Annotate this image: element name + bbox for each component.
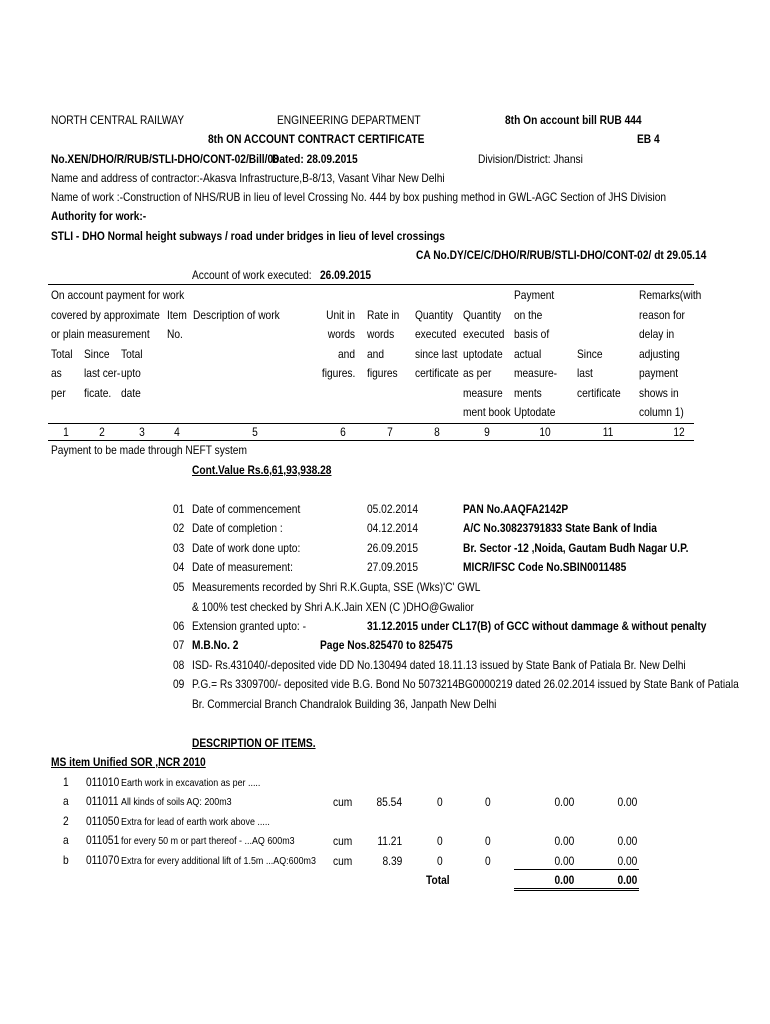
remarks-heading-6: shows in [639, 386, 679, 400]
detail-label-work-done: Date of work done upto: [192, 541, 301, 555]
item-qty-upto: 0 [485, 854, 491, 868]
col-number-4: 4 [174, 425, 180, 439]
item-qty-since: 0 [437, 795, 443, 809]
department-name: ENGINEERING DEPARTMENT [277, 113, 421, 127]
detail-no-06: 06 [173, 619, 185, 633]
qty-upto-heading-4: as per [463, 366, 492, 380]
item-payment-upto: 0.00 [554, 834, 574, 848]
detail-value-commencement: 05.02.2014 [367, 502, 419, 516]
detail-label-commencement: Date of commencement [192, 502, 301, 516]
qty-since-heading-4: certificate [415, 366, 459, 380]
sub-total-1: Total [51, 347, 73, 361]
item-qty-upto: 0 [485, 795, 491, 809]
item-no-heading-2: No. [167, 327, 183, 341]
payment-heading-7: Uptodate [514, 405, 556, 419]
col-number-10: 10 [539, 425, 551, 439]
remarks-heading-1: Remarks(with [639, 288, 702, 302]
item-sr: 2 [63, 814, 69, 828]
item-code: 011050 [86, 814, 120, 828]
total-bottom-rule-1 [514, 888, 639, 889]
sub-total2-2: upto [121, 366, 141, 380]
payment-heading-2: on the [514, 308, 543, 322]
item-payment-upto: 0.00 [554, 795, 574, 809]
col-number-1: 1 [63, 425, 69, 439]
authority-label: Authority for work:- [51, 209, 147, 223]
total-payment-upto: 0.00 [554, 873, 574, 887]
detail-no-01: 01 [173, 502, 185, 516]
col-number-7: 7 [387, 425, 393, 439]
remarks-heading-5: payment [639, 366, 679, 380]
item-payment-since: 0.00 [617, 854, 637, 868]
item-description: for every 50 m or part thereof - ...AQ 600m3 [121, 835, 295, 847]
item-qty-upto: 0 [485, 834, 491, 848]
rate-heading-1: Rate in [367, 308, 400, 322]
item-rate: 85.54 [376, 795, 402, 809]
col-number-6: 6 [340, 425, 346, 439]
detail-label-measurement: Date of measurement: [192, 560, 293, 574]
item-unit: cum [333, 834, 353, 848]
detail-no-05: 05 [173, 580, 185, 594]
remarks-heading-7: column 1) [639, 405, 684, 419]
payment-heading-3: basis of [514, 327, 550, 341]
item-unit: cum [333, 854, 353, 868]
executed-label: Account of work executed: [192, 268, 312, 282]
bill-number: No.XEN/DHO/R/RUB/STLI-DHO/CONT-02/Bill/08 [51, 152, 279, 166]
remarks-heading-2: reason for [639, 308, 685, 322]
sub-since-2: last cer- [84, 366, 121, 380]
item-qty-since: 0 [437, 834, 443, 848]
item-code: 011070 [86, 853, 120, 867]
extension-label: Extension granted upto: - [192, 619, 306, 633]
qty-upto-heading-6: ment book [463, 405, 511, 419]
ca-number: CA No.DY/CE/C/DHO/R/RUB/STLI-DHO/CONT-02/ dt 29.05.14 [416, 248, 707, 262]
table-top-rule [48, 284, 694, 285]
contract-value: Cont.Value Rs.6,61,93,938.28 [192, 463, 332, 477]
bank-branch: Br. Sector -12 ,Noida, Gautam Budh Nagar U.P. [463, 541, 689, 555]
col-number-12: 12 [673, 425, 685, 439]
item-sr: 1 [63, 775, 69, 789]
qty-since-heading-3: since last [415, 347, 458, 361]
col-number-2: 2 [99, 425, 105, 439]
stli-description: STLI - DHO Normal height subways / road under bridges in lieu of level crossings [51, 229, 445, 243]
col-number-11: 11 [602, 425, 614, 439]
description-heading: Description of work [193, 308, 280, 322]
total-payment-since: 0.00 [617, 873, 637, 887]
rate-heading-4: figures [367, 366, 398, 380]
detail-no-04: 04 [173, 560, 185, 574]
mb-number: M.B.No. 2 [192, 638, 239, 652]
ifsc-code: MICR/IFSC Code No.SBIN0011485 [463, 560, 627, 574]
pan-number: PAN No.AAQFA2142P [463, 502, 569, 516]
detail-no-03: 03 [173, 541, 185, 555]
division-district: Division/District: Jhansi [478, 152, 583, 166]
item-code: 011051 [86, 833, 120, 847]
isd-deposit: ISD- Rs.431040/-deposited vide DD No.130494 dated 18.11.13 issued by State Bank of Patiala Br. New Delhi [192, 658, 686, 672]
col1-heading-3: or plain measurement [51, 327, 150, 341]
contractor-address: Name and address of contractor:-Akasva Infrastructure,B-8/13, Vasant Vihar New Delhi [51, 171, 445, 185]
unit-heading-1: Unit in [326, 308, 355, 322]
item-payment-since: 0.00 [617, 834, 637, 848]
detail-label-completion: Date of completion : [192, 521, 283, 535]
sub-since-1: Since [84, 347, 110, 361]
work-name: Name of work :-Construction of NHS/RUB in lieu of level Crossing No. 444 by box pushing method in GWL-AGC Section of JHS Division [51, 190, 667, 204]
table-header-rule [48, 423, 694, 424]
detail-no-08: 08 [173, 658, 185, 672]
qty-upto-heading-1: Quantity [463, 308, 501, 322]
sub-total-2: as [51, 366, 62, 380]
payment-heading-4: actual [514, 347, 542, 361]
remarks-heading-3: delay in [639, 327, 675, 341]
bill-date: Dated: 28.09.2015 [272, 152, 358, 166]
certificate-title: 8th ON ACCOUNT CONTRACT CERTIFICATE [208, 132, 425, 146]
payment-note: Payment to be made through NEFT system [51, 443, 247, 457]
since-last-heading-3: certificate [577, 386, 621, 400]
rate-heading-3: and [367, 347, 385, 361]
col-number-9: 9 [484, 425, 490, 439]
sub-total2-1: Total [121, 347, 143, 361]
account-number: A/C No.30823791833 State Bank of India [463, 521, 657, 535]
item-rate: 8.39 [382, 854, 402, 868]
test-checked: & 100% test checked by Shri A.K.Jain XEN (C )DHO@Gwalior [192, 600, 474, 614]
payment-heading-1: Payment [514, 288, 555, 302]
item-qty-since: 0 [437, 854, 443, 868]
ms-item-heading: MS item Unified SOR ,NCR 2010 [51, 755, 206, 769]
col1-heading-1: On account payment for work [51, 288, 185, 302]
item-payment-since: 0.00 [617, 795, 637, 809]
qty-upto-heading-3: uptodate [463, 347, 503, 361]
item-sr: b [63, 853, 69, 867]
total-top-rule [514, 869, 639, 870]
description-of-items-heading: DESCRIPTION OF ITEMS. [192, 736, 316, 750]
item-description: All kinds of soils AQ: 200m3 [121, 796, 232, 808]
unit-heading-2: words [327, 327, 355, 341]
since-last-heading-1: Since [577, 347, 603, 361]
col-number-5: 5 [252, 425, 258, 439]
total-bottom-rule-2 [514, 890, 639, 891]
railway-name: NORTH CENTRAL RAILWAY [51, 113, 184, 127]
payment-heading-6: ments [514, 386, 542, 400]
item-sr: a [63, 833, 69, 847]
detail-no-02: 02 [173, 521, 185, 535]
qty-since-heading-2: executed [415, 327, 457, 341]
item-sr: a [63, 794, 69, 808]
detail-value-completion: 04.12.2014 [367, 521, 419, 535]
qty-upto-heading-2: executed [463, 327, 505, 341]
qty-upto-heading-5: measure [463, 386, 503, 400]
detail-value-measurement: 27.09.2015 [367, 560, 419, 574]
item-unit: cum [333, 795, 353, 809]
bill-reference: 8th On account bill RUB 444 [505, 113, 642, 127]
remarks-heading-4: adjusting [639, 347, 680, 361]
qty-since-heading-1: Quantity [415, 308, 453, 322]
pg-deposit-line1: P.G.= Rs 3309700/- deposited vide B.G. Bond No 5073214BG0000219 dated 26.02.2014 issued by State Bank of Patiala [192, 677, 739, 691]
item-code: 011010 [86, 775, 120, 789]
pg-deposit-line2: Br. Commercial Branch Chandralok Building 36, Janpath New Delhi [192, 697, 497, 711]
unit-heading-3: and [337, 347, 355, 361]
item-rate: 11.21 [377, 834, 402, 848]
extension-value: 31.12.2015 under CL17(B) of GCC without dammage & without penalty [367, 619, 707, 633]
detail-value-work-done: 26.09.2015 [367, 541, 419, 555]
sub-total-3: per [51, 386, 66, 400]
executed-date: 26.09.2015 [320, 268, 372, 282]
item-description: Extra for lead of earth work above ..... [121, 816, 270, 828]
detail-no-07: 07 [173, 638, 185, 652]
item-description: Earth work in excavation as per ..... [121, 777, 261, 789]
sub-since-3: ficate. [84, 386, 112, 400]
eb-number: EB 4 [637, 132, 660, 146]
measurements-recorded: Measurements recorded by Shri R.K.Gupta, SSE (Wks)'C' GWL [192, 580, 481, 594]
payment-heading-5: measure- [514, 366, 558, 380]
item-payment-upto: 0.00 [554, 854, 574, 868]
detail-no-09: 09 [173, 677, 185, 691]
col-number-8: 8 [434, 425, 440, 439]
since-last-heading-2: last [577, 366, 593, 380]
item-code: 011011 [86, 794, 119, 808]
col-number-rule [48, 440, 694, 441]
col1-heading-2: covered by approximate [51, 308, 160, 322]
rate-heading-2: words [367, 327, 395, 341]
sub-total2-3: date [121, 386, 141, 400]
item-description: Extra for every additional lift of 1.5m ...AQ:600m3 [121, 855, 316, 867]
total-label: Total [426, 873, 450, 887]
page-numbers: Page Nos.825470 to 825475 [320, 638, 453, 652]
col-number-3: 3 [139, 425, 145, 439]
unit-heading-4: figures. [321, 366, 355, 380]
item-no-heading-1: Item [167, 308, 187, 322]
